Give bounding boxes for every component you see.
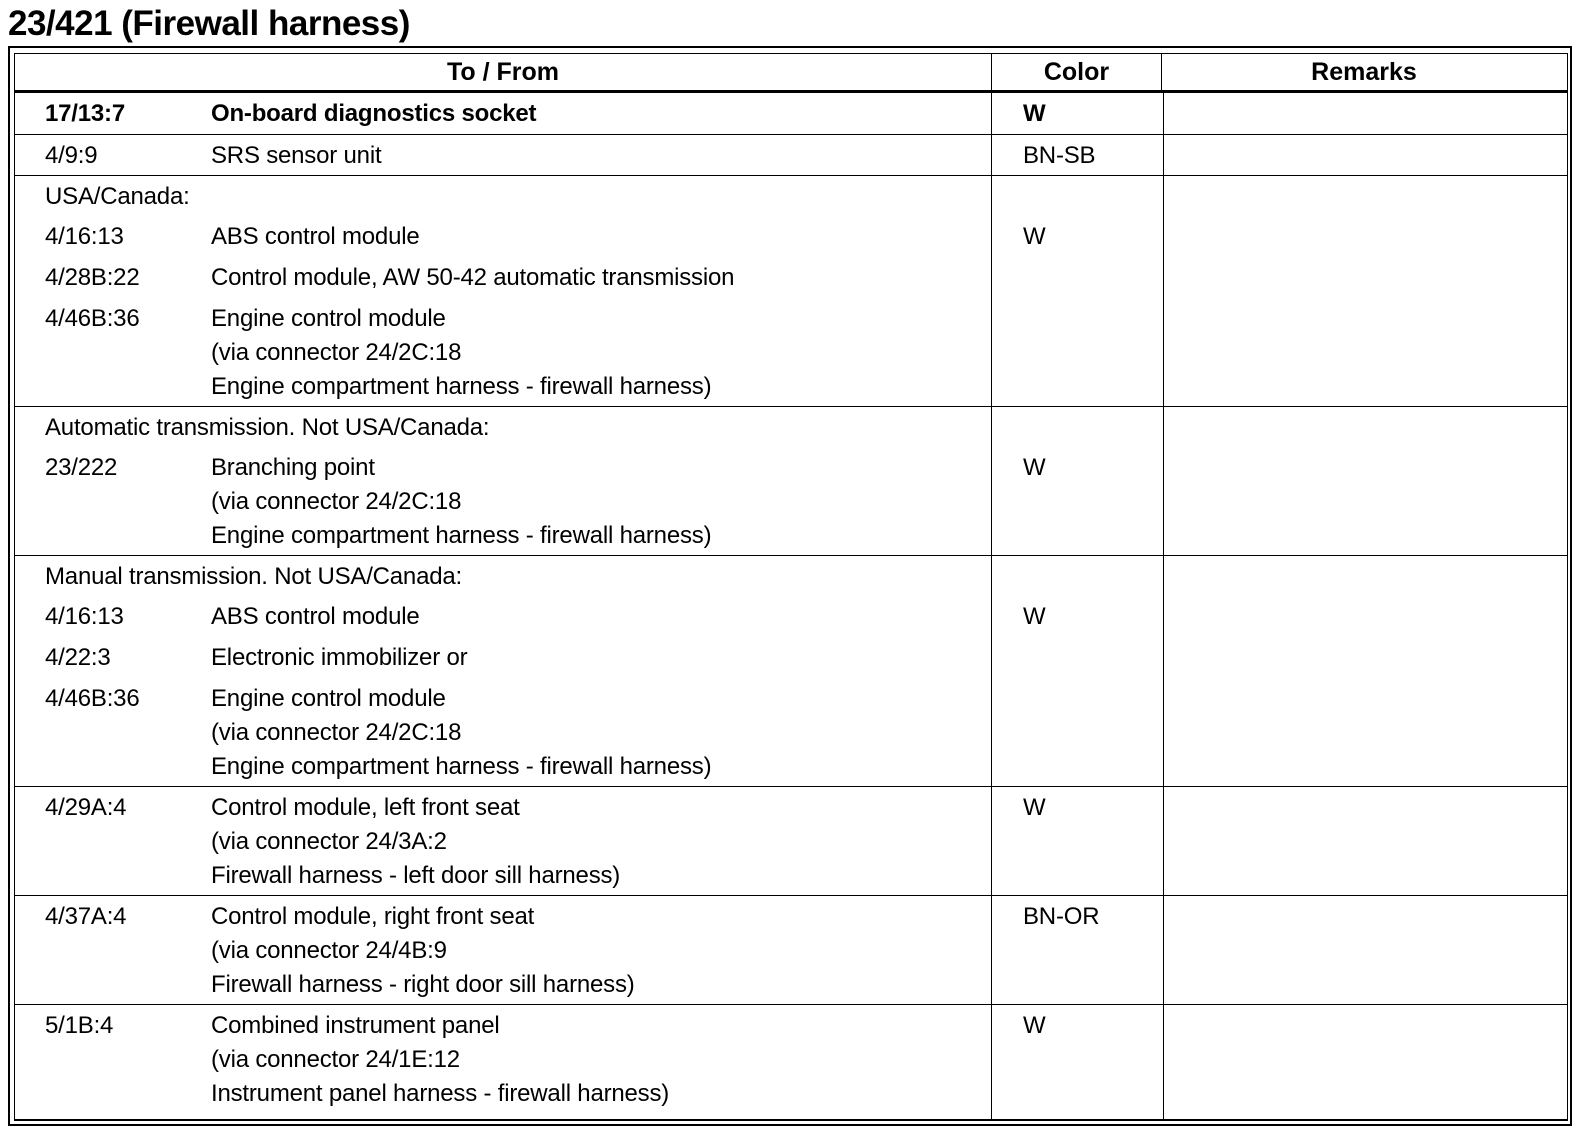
column-divider-color: [991, 176, 992, 406]
connector-code: 4/46B:36: [45, 685, 140, 712]
component-name: ABS control module: [211, 603, 420, 630]
table-row: [15, 407, 1567, 556]
connector-code: 5/1B:4: [45, 1012, 114, 1039]
column-divider-color: [991, 1005, 992, 1121]
table-row: [15, 896, 1567, 1005]
column-divider-remarks: [1163, 1005, 1164, 1121]
wire-color: BN-SB: [1023, 142, 1096, 169]
component-name: Electronic immobilizer or: [211, 644, 468, 671]
wire-color: W: [1023, 794, 1046, 821]
wire-color: W: [1023, 454, 1046, 481]
connector-code: 4/16:13: [45, 603, 124, 630]
component-note: (via connector 24/1E:12: [211, 1046, 460, 1073]
column-divider-color: [991, 407, 992, 555]
column-divider-color: [991, 556, 992, 786]
connector-code: 4/9:9: [45, 142, 98, 169]
connector-code: 4/28B:22: [45, 264, 140, 291]
table-row: [15, 787, 1567, 896]
column-divider-color: [991, 787, 992, 895]
column-divider-color: [991, 896, 992, 1004]
component-name: Combined instrument panel: [211, 1012, 500, 1039]
component-note: (via connector 24/3A:2: [211, 828, 447, 855]
connector-code: 4/22:3: [45, 644, 111, 671]
wire-color: W: [1023, 100, 1046, 127]
condition-label: Manual transmission. Not USA/Canada:: [45, 563, 462, 590]
component-note: Firewall harness - left door sill harness): [211, 862, 621, 889]
table-body: [14, 93, 1568, 1121]
column-divider-remarks: [1163, 176, 1164, 406]
connector-code: 4/37A:4: [45, 903, 127, 930]
component-note: Engine compartment harness - firewall harness): [211, 373, 712, 400]
component-name: Control module, left front seat: [211, 794, 520, 821]
component-name: Control module, right front seat: [211, 903, 535, 930]
component-note: Instrument panel harness - firewall harness): [211, 1080, 670, 1107]
connector-code: 23/222: [45, 454, 118, 481]
wire-color: BN-OR: [1023, 903, 1100, 930]
component-name: ABS control module: [211, 223, 420, 250]
table-row: [15, 93, 1567, 135]
column-divider-remarks: [1163, 407, 1164, 555]
column-divider-remarks: [1163, 93, 1164, 134]
condition-label: USA/Canada:: [45, 183, 190, 210]
component-name: Branching point: [211, 454, 375, 481]
component-note: (via connector 24/2C:18: [211, 339, 462, 366]
header-to-from: To / From: [446, 57, 560, 86]
component-note: (via connector 24/4B:9: [211, 937, 447, 964]
component-name: Engine control module: [211, 685, 446, 712]
component-name: SRS sensor unit: [211, 142, 382, 169]
component-name: Engine control module: [211, 305, 446, 332]
wire-color: W: [1023, 223, 1046, 250]
component-note: (via connector 24/2C:18: [211, 488, 462, 515]
table-row: [15, 135, 1567, 176]
column-divider-remarks: [1163, 556, 1164, 786]
wire-color: W: [1023, 603, 1046, 630]
wire-color: W: [1023, 1012, 1046, 1039]
column-divider-remarks: [1163, 135, 1164, 175]
component-note: (via connector 24/2C:18: [211, 719, 462, 746]
component-name: On-board diagnostics socket: [211, 100, 537, 127]
header-color: Color: [991, 54, 1161, 90]
connector-code: 4/29A:4: [45, 794, 127, 821]
connector-code: 17/13:7: [45, 100, 125, 127]
header-remarks: Remarks: [1161, 54, 1566, 90]
column-divider-color: [991, 93, 992, 134]
table-row: [15, 1005, 1567, 1121]
column-divider-color: [991, 135, 992, 175]
connector-code: 4/46B:36: [45, 305, 140, 332]
column-divider-remarks: [1163, 787, 1164, 895]
table-row: [15, 556, 1567, 787]
condition-label: Automatic transmission. Not USA/Canada:: [45, 414, 490, 441]
column-divider-remarks: [1163, 896, 1164, 1004]
wiring-table: [8, 46, 1572, 1126]
table-row: [15, 176, 1567, 407]
component-note: Engine compartment harness - firewall harness): [211, 522, 712, 549]
table-header: [14, 53, 1568, 93]
component-note: Engine compartment harness - firewall harness): [211, 753, 712, 780]
connector-code: 4/16:13: [45, 223, 124, 250]
component-name: Control module, AW 50-42 automatic transmission: [211, 264, 735, 291]
component-note: Firewall harness - right door sill harness): [211, 971, 635, 998]
page-title: 23/421 (Firewall harness): [8, 4, 410, 43]
